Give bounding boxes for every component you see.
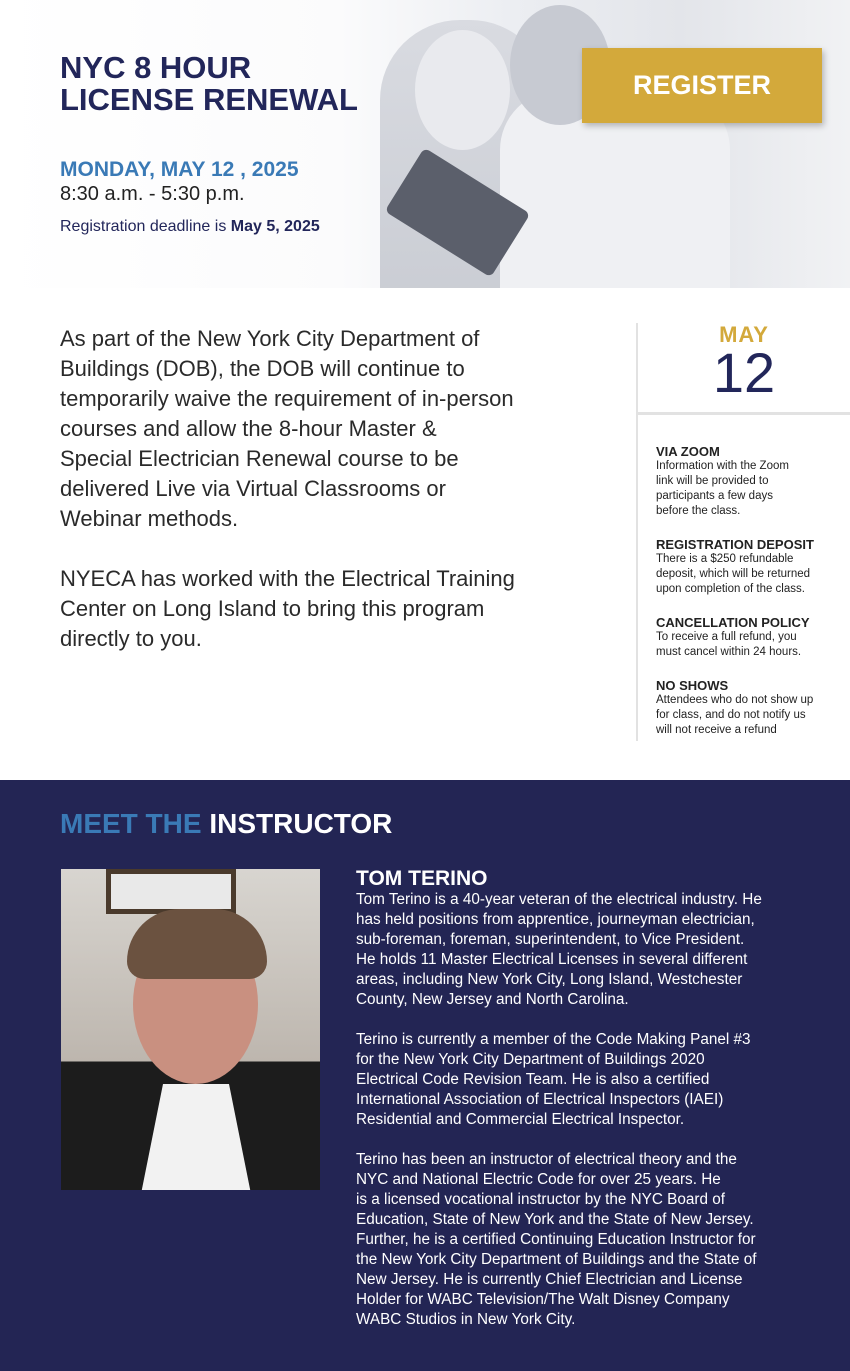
info-title: REGISTRATION DEPOSIT	[656, 537, 814, 552]
instructor-section	[0, 780, 850, 1371]
heading-part: MEET THE	[60, 808, 202, 839]
text-line: before the class.	[656, 505, 741, 517]
text-line: Buildings (DOB), the DOB will continue to	[60, 356, 465, 381]
text-line: has held positions from apprentice, journeyman electrician,	[356, 911, 755, 928]
hair	[127, 909, 267, 979]
text-line: upon completion of the class.	[656, 583, 805, 595]
instructor-name: TOM TERINO	[356, 867, 488, 890]
intro-text	[60, 324, 600, 684]
text-line: Terino is currently a member of the Code Making Panel #3	[356, 1031, 751, 1048]
text-line: will not receive a refund	[656, 724, 777, 736]
text-line: To receive a full refund, you	[656, 631, 797, 643]
text-line: link will be provided to	[656, 475, 769, 487]
calendar-badge	[638, 323, 850, 415]
text-line: sub-foreman, foreman, superintendent, to Vice President.	[356, 931, 745, 948]
text-line: Residential and Commercial Electrical Inspector.	[356, 1111, 685, 1128]
text-line: temporarily waive the requirement of in-person	[60, 386, 514, 411]
hero-photo-head	[415, 30, 510, 150]
text-line: County, New Jersey and North Carolina.	[356, 991, 629, 1008]
calendar-day: 12	[712, 341, 776, 404]
event-sidebar	[636, 323, 850, 741]
event-time: 8:30 a.m. - 5:30 p.m.	[60, 183, 245, 205]
text-line: Special Electrician Renewal course to be	[60, 446, 459, 471]
text-line: Terino has been an instructor of electrical theory and the	[356, 1151, 737, 1168]
bio-paragraph	[356, 1150, 816, 1330]
text-line: must cancel within 24 hours.	[656, 646, 802, 658]
info-text	[656, 693, 850, 738]
title-line: NYC 8 HOUR	[60, 50, 252, 85]
text-line: Center on Long Island to bring this program	[60, 596, 485, 621]
bio-paragraph	[356, 890, 816, 1010]
text-line: Further, he is a certified Continuing Education Instructor for	[356, 1231, 756, 1248]
text-line: Information with the Zoom	[656, 460, 789, 472]
calendar-month: MAY	[719, 322, 769, 347]
info-text	[656, 552, 850, 597]
text-line: delivered Live via Virtual Classrooms or	[60, 476, 446, 501]
info-title: CANCELLATION POLICY	[656, 615, 810, 630]
deadline-date: May 5, 2025	[230, 218, 320, 235]
intro-paragraph	[60, 564, 600, 654]
info-title: NO SHOWS	[656, 678, 729, 693]
title-line: LICENSE RENEWAL	[60, 82, 358, 117]
text-line: He holds 11 Master Electrical Licenses in several different	[356, 951, 748, 968]
text-line: for class, and do not notify us	[656, 709, 806, 721]
text-line: directly to you.	[60, 626, 202, 651]
shirt	[141, 1084, 251, 1190]
page-title	[60, 52, 358, 116]
text-line: As part of the New York City Department of	[60, 326, 480, 351]
text-line: for the New York City Department of Buildings 2020	[356, 1051, 705, 1068]
info-title: VIA ZOOM	[656, 444, 720, 459]
info-text	[656, 459, 850, 519]
text-line: WABC Studios in New York City.	[356, 1311, 576, 1328]
bio-paragraph	[356, 1030, 816, 1130]
text-line: There is a $250 refundable	[656, 553, 794, 565]
text-line: Education, State of New York and the State of New Jersey.	[356, 1211, 754, 1228]
text-line: Electrical Code Revision Team. He is also a certified	[356, 1071, 710, 1088]
info-text	[656, 630, 850, 660]
text-line: courses and allow the 8-hour Master &	[60, 416, 437, 441]
text-line: the New York City Department of Buildings and the State of	[356, 1251, 757, 1268]
text-line: Webinar methods.	[60, 506, 239, 531]
text-line: participants a few days	[656, 490, 773, 502]
text-line: deposit, which will be returned	[656, 568, 811, 580]
text-line: NYECA has worked with the Electrical Training	[60, 566, 515, 591]
instructor-heading	[60, 808, 392, 840]
text-line: Attendees who do not show up	[656, 694, 814, 706]
info-list	[638, 415, 850, 738]
text-line: Holder for WABC Television/The Walt Disney Company	[356, 1291, 730, 1308]
hero-banner	[0, 0, 850, 288]
text-line: Tom Terino is a 40-year veteran of the electrical industry. He	[356, 891, 762, 908]
text-line: is a licensed vocational instructor by the NYC Board of	[356, 1191, 726, 1208]
text-line: New Jersey. He is currently Chief Electrician and License	[356, 1271, 743, 1288]
text-line: International Association of Electrical Inspectors (IAEI)	[356, 1091, 724, 1108]
intro-paragraph	[60, 324, 600, 534]
text-line: NYC and National Electric Code for over 25 years. He	[356, 1171, 721, 1188]
register-button[interactable]: REGISTER	[582, 48, 822, 123]
event-date: MONDAY, MAY 12 , 2025	[60, 158, 299, 181]
instructor-bio	[356, 890, 816, 1350]
text-line: areas, including New York City, Long Island, Westchester	[356, 971, 743, 988]
deadline-label: Registration deadline is	[60, 218, 227, 235]
wall-certificate	[106, 869, 236, 914]
instructor-photo	[61, 869, 320, 1190]
registration-deadline	[60, 218, 320, 236]
heading-part: INSTRUCTOR	[209, 808, 393, 839]
